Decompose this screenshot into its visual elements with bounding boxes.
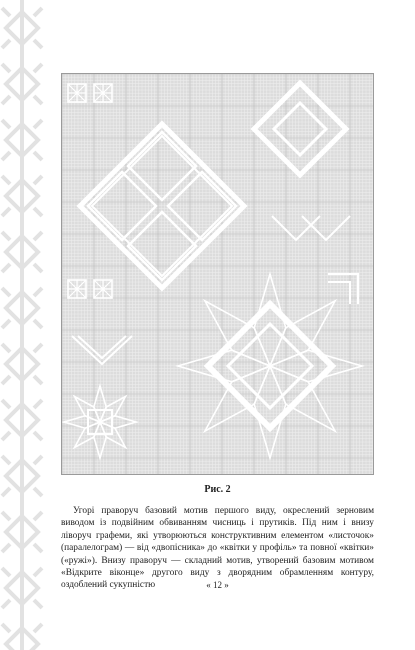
ornament-stem	[20, 560, 24, 616]
side-ornament-border	[0, 0, 44, 650]
ornament-stem	[20, 0, 24, 56]
pattern-grid	[62, 74, 373, 474]
embroidery-pattern-figure	[61, 73, 374, 475]
ornament-stem	[20, 392, 24, 448]
ornament-stem	[20, 168, 24, 224]
figure-caption: Рис. 2	[204, 484, 231, 495]
page-number: « 12 »	[206, 580, 229, 590]
ornament-stem	[20, 616, 24, 650]
ornament-stem	[20, 504, 24, 560]
ornament-stem	[20, 56, 24, 112]
motif-small-block-fill	[94, 84, 112, 102]
ornament-stem	[20, 280, 24, 336]
ornament-stem	[20, 112, 24, 168]
ornament-stem	[20, 448, 24, 504]
body-paragraph	[61, 505, 374, 592]
ornament-stem	[20, 224, 24, 280]
motif-small-block-fill	[68, 84, 86, 102]
ornament-stem	[20, 336, 24, 392]
body-paragraph-text: Угорі праворуч базовий мотив першого виду, окреслений зерновим виводом із подвійним обвиванням чисниць і прутиків. Під ним і внизу ліворуч графеми, які утворюються конструктивним елементом «листочок» (паралелограм) — від «двопісника» до «квітки у профіль» та повної «квітки» («ружі»). Внизу праворуч — складний мотив, утворений базовим мотивом «Відкрите віконце» другого виду з дворядним обрамленням контуру, оздоблений сукупністю	[61, 506, 374, 591]
motif-small-block-fill	[94, 280, 112, 298]
motif-small-block-fill	[68, 280, 86, 298]
